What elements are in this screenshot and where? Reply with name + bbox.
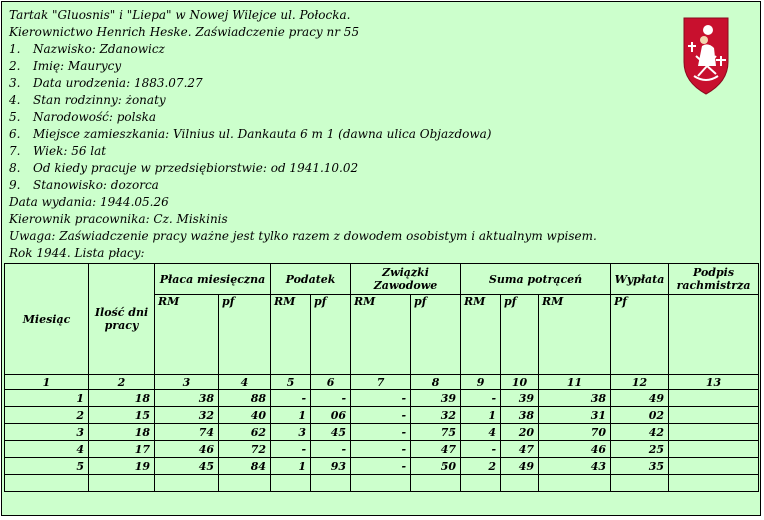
field-text: Narodowość: polska bbox=[33, 110, 157, 124]
field-number: 6. bbox=[9, 127, 21, 141]
field-number: 4. bbox=[9, 93, 21, 107]
table-cell bbox=[669, 424, 759, 441]
table-cell: 88 bbox=[219, 390, 271, 407]
table-cell bbox=[669, 475, 759, 492]
table-row-empty bbox=[5, 475, 759, 492]
table-cell: 38 bbox=[539, 390, 611, 407]
table-cell: - bbox=[351, 390, 411, 407]
subheader-cell: pf bbox=[219, 295, 271, 375]
table-cell: 20 bbox=[501, 424, 539, 441]
table-cell: 4 bbox=[461, 424, 501, 441]
table-cell: - bbox=[311, 390, 351, 407]
table-cell: 49 bbox=[501, 458, 539, 475]
column-number: 2 bbox=[89, 375, 155, 390]
subheader-cell: pf bbox=[411, 295, 461, 375]
table-cell: 18 bbox=[89, 390, 155, 407]
table-cell: 93 bbox=[311, 458, 351, 475]
column-number: 13 bbox=[669, 375, 759, 390]
field-text: Wiek: 56 lat bbox=[33, 144, 107, 158]
coat-of-arms-icon bbox=[682, 16, 730, 100]
table-cell: - bbox=[311, 441, 351, 458]
header-ilosc-dni: Ilość dni pracy bbox=[89, 264, 155, 375]
field-line bbox=[9, 126, 709, 143]
table-cell bbox=[669, 407, 759, 424]
document-page bbox=[1, 1, 761, 516]
table-cell: 45 bbox=[311, 424, 351, 441]
table-cell: 1 bbox=[5, 390, 89, 407]
table-cell: 1 bbox=[461, 407, 501, 424]
table-cell: 49 bbox=[611, 390, 669, 407]
table-cell: 39 bbox=[411, 390, 461, 407]
subheader-cell: pf bbox=[311, 295, 351, 375]
table-cell: - bbox=[461, 390, 501, 407]
column-number: 11 bbox=[539, 375, 611, 390]
table-cell: 42 bbox=[611, 424, 669, 441]
column-number: 3 bbox=[155, 375, 219, 390]
field-text: Data urodzenia: 1883.07.27 bbox=[33, 76, 203, 90]
field-line bbox=[9, 177, 709, 194]
field-line bbox=[9, 109, 709, 126]
header-zwiazki: Związki Zawodowe bbox=[351, 264, 461, 295]
column-number: 10 bbox=[501, 375, 539, 390]
table-cell: 47 bbox=[501, 441, 539, 458]
table-cell: 1 bbox=[271, 407, 311, 424]
subheader-cell: pf bbox=[501, 295, 539, 375]
subheader-cell: RM bbox=[461, 295, 501, 375]
table-cell bbox=[219, 475, 271, 492]
column-number: 12 bbox=[611, 375, 669, 390]
issue-date: Data wydania: 1944.05.26 bbox=[9, 195, 169, 209]
field-line bbox=[9, 160, 709, 177]
subheader-cell: Pf bbox=[611, 295, 669, 375]
field-text: Nazwisko: Zdanowicz bbox=[33, 42, 165, 56]
table-cell: 43 bbox=[539, 458, 611, 475]
table-cell: - bbox=[461, 441, 501, 458]
table-cell bbox=[311, 475, 351, 492]
table-cell: 17 bbox=[89, 441, 155, 458]
payroll-table bbox=[4, 263, 759, 492]
field-text: Miejsce zamieszkania: Vilnius ul. Dankauta 6 m 1 (dawna ulica Objazdowa) bbox=[33, 127, 492, 141]
table-cell: 5 bbox=[5, 458, 89, 475]
field-number: 5. bbox=[9, 110, 21, 124]
table-cell: 3 bbox=[5, 424, 89, 441]
column-number: 9 bbox=[461, 375, 501, 390]
table-cell: 47 bbox=[411, 441, 461, 458]
column-number: 1 bbox=[5, 375, 89, 390]
column-number-row bbox=[5, 375, 759, 390]
header-row bbox=[5, 264, 759, 295]
table-cell: 40 bbox=[219, 407, 271, 424]
table-cell: 31 bbox=[539, 407, 611, 424]
table-cell: 18 bbox=[89, 424, 155, 441]
table-cell: 46 bbox=[155, 441, 219, 458]
field-number: 1. bbox=[9, 42, 21, 56]
table-cell: 4 bbox=[5, 441, 89, 458]
table-cell bbox=[669, 390, 759, 407]
header-line-1: Tartak "Gluosnis" i "Liepa" w Nowej Wilejce ul. Połocka. bbox=[9, 8, 351, 22]
column-number: 5 bbox=[271, 375, 311, 390]
table-cell: 38 bbox=[155, 390, 219, 407]
field-number: 7. bbox=[9, 144, 21, 158]
table-cell: 32 bbox=[155, 407, 219, 424]
header-suma: Suma potrąceń bbox=[461, 264, 611, 295]
table-cell: - bbox=[351, 458, 411, 475]
header-podatek: Podatek bbox=[271, 264, 351, 295]
table-row bbox=[5, 390, 759, 407]
subheader-cell: RM bbox=[271, 295, 311, 375]
field-text: Stanowisko: dozorca bbox=[33, 178, 159, 192]
table-cell: 02 bbox=[611, 407, 669, 424]
field-line bbox=[9, 92, 709, 109]
table-cell bbox=[5, 475, 89, 492]
table-cell: 74 bbox=[155, 424, 219, 441]
table-cell bbox=[351, 475, 411, 492]
table-cell: 3 bbox=[271, 424, 311, 441]
table-row bbox=[5, 424, 759, 441]
table-row bbox=[5, 458, 759, 475]
table-cell: 38 bbox=[501, 407, 539, 424]
manager-line: Kierownik pracownika: Cz. Miskinis bbox=[9, 212, 228, 226]
subheader-cell: RM bbox=[155, 295, 219, 375]
table-cell: 1 bbox=[271, 458, 311, 475]
table-cell: - bbox=[271, 441, 311, 458]
column-number: 7 bbox=[351, 375, 411, 390]
table-row bbox=[5, 441, 759, 458]
table-cell: 19 bbox=[89, 458, 155, 475]
table-row bbox=[5, 407, 759, 424]
table-cell: 39 bbox=[501, 390, 539, 407]
table-cell bbox=[611, 475, 669, 492]
note-line: Uwaga: Zaświadczenie pracy ważne jest tylko razem z dowodem osobistym i aktualnym wpisem. bbox=[9, 229, 597, 243]
header-miesiac: Miesiąc bbox=[5, 264, 89, 375]
header-line-2: Kierownictwo Henrich Heske. Zaświadczenie pracy nr 55 bbox=[9, 25, 360, 39]
field-number: 8. bbox=[9, 161, 21, 175]
table-cell bbox=[411, 475, 461, 492]
table-cell bbox=[89, 475, 155, 492]
table-cell bbox=[669, 441, 759, 458]
table-cell bbox=[461, 475, 501, 492]
field-line bbox=[9, 58, 709, 75]
table-cell: 2 bbox=[461, 458, 501, 475]
field-line bbox=[9, 143, 709, 160]
subheader-cell-empty bbox=[669, 295, 759, 375]
table-cell: 2 bbox=[5, 407, 89, 424]
table-cell bbox=[539, 475, 611, 492]
table-cell: 25 bbox=[611, 441, 669, 458]
table-cell: 70 bbox=[539, 424, 611, 441]
table-cell: - bbox=[271, 390, 311, 407]
table-cell: - bbox=[351, 407, 411, 424]
table-cell: 06 bbox=[311, 407, 351, 424]
field-line bbox=[9, 75, 709, 92]
table-cell: 35 bbox=[611, 458, 669, 475]
payroll-rows bbox=[5, 390, 759, 492]
table-cell bbox=[501, 475, 539, 492]
field-text: Imię: Maurycy bbox=[33, 59, 122, 73]
subheader-cell: RM bbox=[539, 295, 611, 375]
table-cell: 72 bbox=[219, 441, 271, 458]
column-number: 4 bbox=[219, 375, 271, 390]
table-cell bbox=[155, 475, 219, 492]
field-text: Od kiedy pracuje w przedsiębiorstwie: od 1941.10.02 bbox=[33, 161, 359, 175]
header-podpis: Podpis rachmistrza bbox=[669, 264, 759, 295]
column-number: 8 bbox=[411, 375, 461, 390]
column-number: 6 bbox=[311, 375, 351, 390]
table-cell: 75 bbox=[411, 424, 461, 441]
field-number: 9. bbox=[9, 178, 21, 192]
table-cell: 62 bbox=[219, 424, 271, 441]
table-cell: 15 bbox=[89, 407, 155, 424]
table-cell: - bbox=[351, 441, 411, 458]
table-cell: 32 bbox=[411, 407, 461, 424]
field-line bbox=[9, 41, 709, 58]
header-placa: Płaca miesięczna bbox=[155, 264, 271, 295]
field-number: 2. bbox=[9, 59, 21, 73]
subheader-cell: RM bbox=[351, 295, 411, 375]
field-text: Stan rodzinny: żonaty bbox=[33, 93, 166, 107]
field-number: 3. bbox=[9, 76, 21, 90]
table-cell: 45 bbox=[155, 458, 219, 475]
table-cell bbox=[271, 475, 311, 492]
table-cell: 84 bbox=[219, 458, 271, 475]
document-text bbox=[9, 7, 709, 262]
table-cell bbox=[669, 458, 759, 475]
payroll-title: Rok 1944. Lista płacy: bbox=[9, 246, 145, 260]
table-cell: - bbox=[351, 424, 411, 441]
table-cell: 46 bbox=[539, 441, 611, 458]
header-wyplata: Wypłata bbox=[611, 264, 669, 295]
table-cell: 50 bbox=[411, 458, 461, 475]
